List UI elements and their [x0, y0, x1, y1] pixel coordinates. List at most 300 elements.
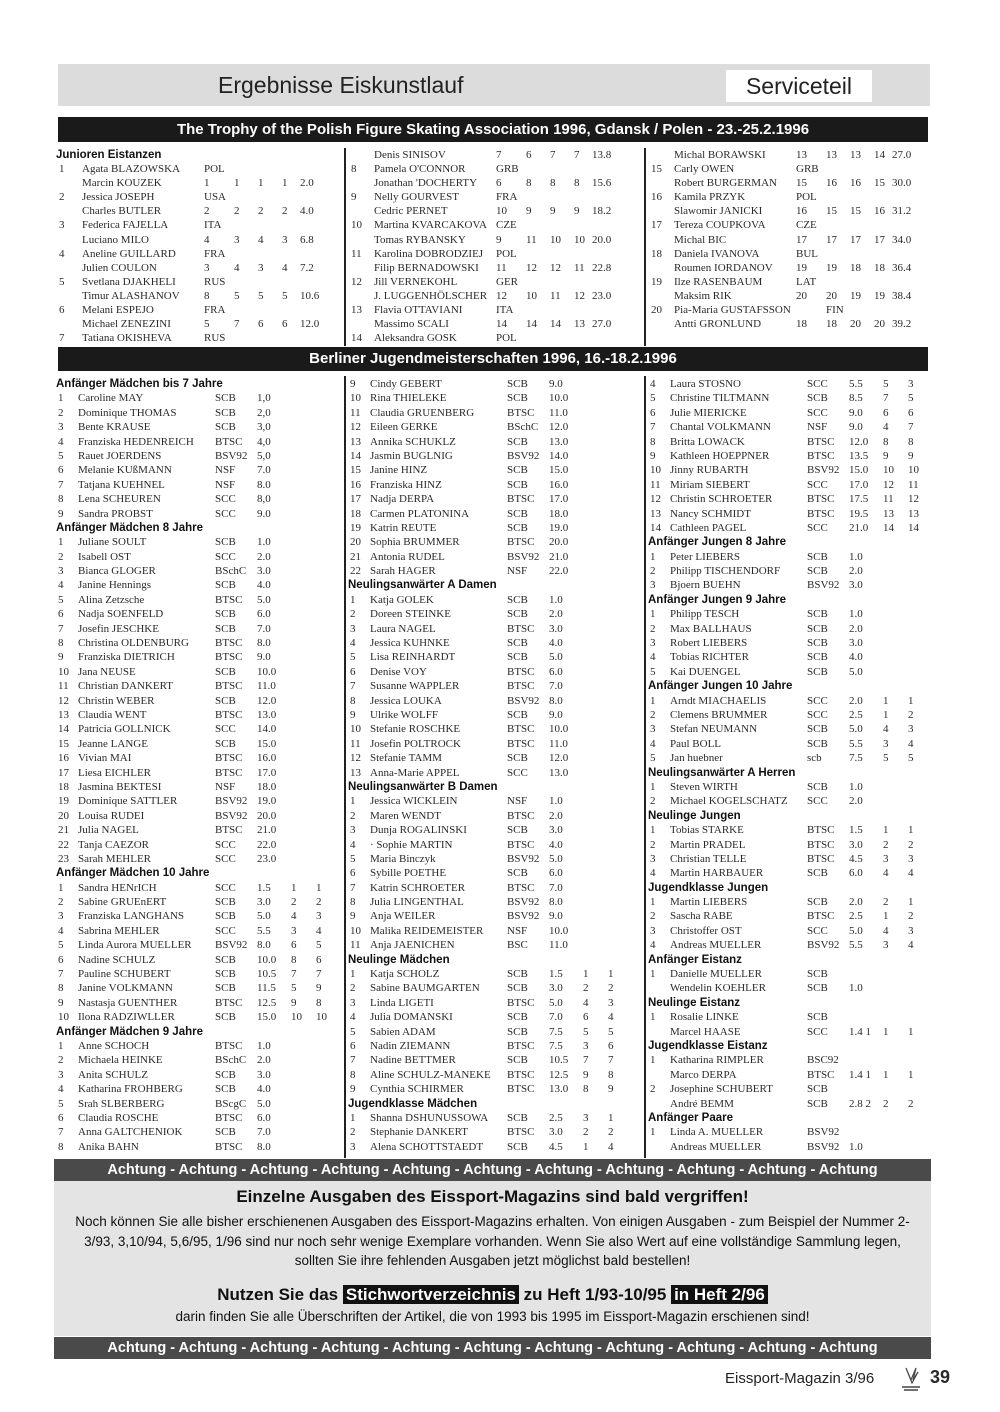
result-place: 2 — [350, 1126, 356, 1139]
result-row — [56, 1082, 344, 1096]
result-club: POL — [496, 247, 517, 260]
result-club: SCB — [807, 550, 828, 563]
result-score: 3.0 — [849, 579, 863, 592]
result-club: SCB — [807, 723, 828, 736]
result-placement: 8 — [316, 996, 322, 1009]
result-skater-name: Bente KRAUSE — [78, 421, 151, 434]
result-row — [648, 1053, 928, 1067]
result-club: SCB — [215, 896, 236, 909]
result-skater-name: Martina KVARCAKOVA — [374, 219, 487, 232]
result-score: 7.0 — [549, 881, 563, 894]
result-place: 18 — [350, 507, 361, 520]
result-score: 6.0 — [549, 665, 563, 678]
result-place: 2 — [58, 896, 64, 909]
result-skater-name: Ulrike WOLFF — [370, 708, 438, 721]
result-skater-name: Dominique SATTLER — [78, 795, 178, 808]
result-row — [56, 492, 344, 506]
result-place: 7 — [58, 968, 64, 981]
result-skater-name: Bianca GLOGER — [78, 565, 156, 578]
result-place: 1 — [650, 968, 656, 981]
result-score: 3,0 — [257, 421, 271, 434]
result-placement: 1 — [608, 1111, 614, 1124]
result-club: SCB — [507, 867, 528, 880]
result-placement: 6 — [583, 1011, 589, 1024]
result-placement: 4 — [258, 233, 264, 246]
result-club: SCB — [215, 665, 236, 678]
result-place: 3 — [58, 910, 64, 923]
result-place: 1 — [650, 608, 656, 621]
result-score: 12.0 — [549, 752, 569, 765]
result-club: BTSC — [507, 536, 535, 549]
result-place: 19 — [651, 275, 662, 288]
result-skater-name: Louisa RUDEI — [78, 809, 145, 822]
result-placement: 2 — [883, 896, 889, 909]
result-club: BSC — [507, 939, 528, 952]
result-club: SCB — [807, 737, 828, 750]
result-club: SCB — [507, 968, 528, 981]
result-row — [56, 331, 344, 345]
result-row — [348, 593, 644, 607]
result-club: BSchC — [215, 565, 247, 578]
result-place: 4 — [58, 1083, 64, 1096]
result-club: BTSC — [807, 1068, 835, 1081]
result-score: 4.0 — [849, 651, 863, 664]
result-club: BTSC — [507, 838, 535, 851]
result-skater-name: Katja GOLEK — [370, 593, 434, 606]
result-score: 8.0 — [549, 694, 563, 707]
result-placement: 1 — [883, 1025, 889, 1038]
result-club: SCB — [807, 1097, 828, 1110]
result-row — [348, 1053, 644, 1067]
result-placement: 12 — [883, 478, 894, 491]
result-total: 12.0 — [300, 318, 320, 331]
result-skater-name: Lena SCHEUREN — [78, 493, 161, 506]
result-place: 12 — [58, 694, 69, 707]
result-place: 5 — [59, 275, 65, 288]
result-score: 7.0 — [257, 464, 271, 477]
result-skater-name: Kathleen HOEPPNER — [670, 449, 770, 462]
result-row — [648, 317, 928, 331]
result-row — [56, 391, 344, 405]
result-row — [348, 838, 644, 852]
result-club: SCB — [507, 608, 528, 621]
result-skater-name: Sarah HAGER — [370, 565, 436, 578]
result-placement: 5 — [291, 982, 297, 995]
result-placement: 1 — [883, 824, 889, 837]
result-skater-name: Sabine GRUEnERT — [78, 896, 167, 909]
result-skater-name: Miriam SIEBERT — [670, 478, 750, 491]
result-club: POL — [796, 191, 817, 204]
result-score: 8,0 — [257, 493, 271, 506]
result-placement: 17 — [874, 233, 885, 246]
result-skater-name: Julia NAGEL — [78, 824, 139, 837]
result-score: 4.0 — [549, 838, 563, 851]
result-score: 22.0 — [257, 838, 277, 851]
result-skater-name: Kamila PRZYK — [674, 191, 746, 204]
result-score: 12.0 — [849, 435, 869, 448]
result-score: 9.0 — [549, 910, 563, 923]
result-placement: 9 — [550, 205, 556, 218]
result-skater-name: Denise VOY — [370, 665, 427, 678]
result-place: 5 — [350, 651, 356, 664]
result-score: 1.0 — [549, 795, 563, 808]
result-placement: 1 — [282, 177, 288, 190]
category-heading: Anfänger Mädchen 10 Jahre — [56, 867, 210, 880]
result-row — [56, 722, 344, 736]
result-place: 2 — [650, 622, 656, 635]
result-place: 10 — [350, 924, 361, 937]
result-skater-name: Patricia GOLLNICK — [78, 723, 171, 736]
result-club: BSV92 — [807, 1140, 840, 1153]
result-placement: 2 — [291, 896, 297, 909]
result-row — [348, 881, 644, 895]
result-placement: 3 — [291, 924, 297, 937]
result-place: 6 — [58, 1111, 64, 1124]
result-row — [648, 924, 928, 938]
index-mid: zu Heft 1/93-10/95 — [523, 1285, 667, 1304]
result-club: CZE — [496, 219, 517, 232]
result-score: 1.0 — [849, 550, 863, 563]
berlin-column-2 — [348, 377, 644, 1154]
result-row — [648, 550, 928, 564]
result-club: SCB — [507, 378, 528, 390]
result-place: 17 — [651, 219, 662, 232]
result-score: 17.0 — [849, 478, 869, 491]
result-place: 5 — [58, 593, 64, 606]
result-skater-name: Tomas RYBANSKY — [374, 233, 466, 246]
result-place: 22 — [350, 565, 361, 578]
result-place: 9 — [350, 708, 356, 721]
result-club: SCB — [507, 1011, 528, 1024]
result-placement: 14 — [550, 318, 561, 331]
result-row — [348, 247, 644, 261]
result-score: 16.0 — [549, 478, 569, 491]
result-score: 1.4 1 — [849, 1068, 871, 1081]
berlin-column-3 — [648, 377, 928, 1154]
result-placement: 10 — [316, 1011, 327, 1024]
result-score: 4,0 — [257, 435, 271, 448]
result-skater-name: Max BALLHAUS — [670, 622, 752, 635]
result-score: 8.0 — [257, 939, 271, 952]
result-score: 23.0 — [257, 852, 277, 865]
result-club: SCB — [215, 737, 236, 750]
result-row — [348, 650, 644, 664]
result-place: 13 — [58, 708, 69, 721]
result-placement: 1 — [883, 910, 889, 923]
result-skater-name: Sabien ADAM — [370, 1025, 436, 1038]
result-skater-name: Robert LIEBERS — [670, 637, 748, 650]
result-row — [348, 694, 644, 708]
result-club: SCB — [807, 867, 828, 880]
result-club: SCB — [215, 1011, 236, 1024]
result-placement: 6 — [291, 939, 297, 952]
result-place: 7 — [59, 332, 65, 345]
result-skater-name: Jessica JOSEPH — [82, 191, 155, 204]
result-club: BTSC — [507, 996, 535, 1009]
result-skater-name: Srah SLBERBERG — [78, 1097, 165, 1110]
result-score: 1.0 — [849, 1140, 863, 1153]
magazine-issue: Eissport-Magazin 3/96 — [725, 1370, 875, 1387]
result-row — [56, 478, 344, 492]
result-row — [648, 838, 928, 852]
result-row — [56, 303, 344, 317]
result-skater-name: Jill VERNEKOHL — [374, 275, 458, 288]
result-score: 4.5 — [849, 852, 863, 865]
result-score: 6.0 — [849, 867, 863, 880]
trophy-title: The Trophy of the Polish Figure Skating Association 1996, Gdansk / Polen - 23.-25.2.1996 — [58, 117, 928, 142]
result-place: 10 — [350, 723, 361, 736]
result-score: 9.0 — [849, 406, 863, 419]
result-placement: 8 — [608, 1068, 614, 1081]
result-row — [348, 550, 644, 564]
result-club: SCB — [215, 421, 236, 434]
result-club: BSV92 — [807, 1126, 840, 1139]
result-score: 21.0 — [257, 824, 277, 837]
result-row — [348, 794, 644, 808]
result-skater-name: Alina Zetzsche — [78, 593, 145, 606]
result-place: 20 — [58, 809, 69, 822]
result-placement: 3 — [316, 910, 322, 923]
result-club: SCC — [215, 924, 236, 937]
result-score: 3.0 — [257, 1068, 271, 1081]
result-placement: 9 — [316, 982, 322, 995]
result-row — [56, 924, 344, 938]
result-place: 3 — [650, 637, 656, 650]
result-row — [56, 204, 344, 218]
result-club: BTSC — [507, 723, 535, 736]
result-club: SCB — [215, 910, 236, 923]
achtung-banner-bottom: Achtung - Achtung - Achtung - Achtung - Achtung - Achtung - Achtung - Achtung - Achtung - Achtung - Achtung — [54, 1337, 931, 1359]
result-row — [648, 751, 928, 765]
result-placement: 1 — [883, 708, 889, 721]
result-placement: 3 — [608, 996, 614, 1009]
result-place: 11 — [58, 680, 69, 693]
category-heading: Neulinge Eistanz — [648, 996, 741, 1009]
result-score: 17.5 — [849, 493, 869, 506]
result-place: 23 — [58, 852, 69, 865]
result-skater-name: Jessica WICKLEIN — [370, 795, 458, 808]
result-placement: 17 — [850, 233, 861, 246]
result-place: 2 — [650, 838, 656, 851]
result-club: SCB — [807, 982, 828, 995]
result-club: BTSC — [507, 406, 535, 419]
result-row — [648, 261, 928, 275]
result-place: 7 — [58, 478, 64, 491]
result-placement: 4 — [583, 996, 589, 1009]
result-place: 12 — [650, 493, 661, 506]
result-score: 3.0 — [257, 565, 271, 578]
result-club: SCB — [807, 1011, 828, 1024]
result-place: 1 — [650, 1126, 656, 1139]
result-placement: 8 — [550, 177, 556, 190]
result-score: 8.5 — [849, 392, 863, 405]
result-row — [648, 1125, 928, 1139]
result-placement: 4 — [908, 867, 914, 880]
result-place: 3 — [58, 421, 64, 434]
result-placement: 3 — [908, 924, 914, 937]
result-row — [348, 751, 644, 765]
trophy-column-3 — [648, 148, 928, 331]
result-place: 4 — [350, 1011, 356, 1024]
result-row — [648, 737, 928, 751]
result-skater-name: Tanja CAEZOR — [78, 838, 150, 851]
result-place: 9 — [58, 651, 64, 664]
result-club: BTSC — [507, 1083, 535, 1096]
result-placement: 15 — [850, 205, 861, 218]
result-place: 7 — [58, 1126, 64, 1139]
result-row — [348, 535, 644, 549]
result-score: 19.5 — [849, 507, 869, 520]
result-score: 3.0 — [849, 637, 863, 650]
result-club: SCC — [215, 852, 236, 865]
result-place: 16 — [651, 191, 662, 204]
result-score: 10.0 — [549, 924, 569, 937]
result-score: 9.0 — [849, 421, 863, 434]
result-placement: 5 — [316, 939, 322, 952]
result-row — [56, 665, 344, 679]
result-row — [348, 176, 644, 190]
result-club: GRB — [796, 163, 819, 176]
result-club: BSV92 — [507, 852, 540, 865]
result-skater-name: Claudia GRUENBERG — [370, 406, 475, 419]
category-heading: Anfänger Mädchen 8 Jahre — [56, 521, 203, 534]
result-total: 34.0 — [892, 233, 912, 246]
result-place: 10 — [650, 464, 661, 477]
result-row — [348, 1125, 644, 1139]
result-skater-name: Nadja DERPA — [370, 493, 435, 506]
section-title: Ergebnisse Eiskunstlauf — [218, 72, 464, 98]
result-place: 1 — [58, 392, 64, 405]
result-place: 8 — [58, 493, 64, 506]
result-row — [348, 148, 644, 162]
result-place: 14 — [351, 332, 362, 345]
result-club: LAT — [796, 275, 817, 288]
result-skater-name: Rina THIELEKE — [370, 392, 447, 405]
result-score: 5 — [234, 289, 240, 302]
result-skater-name: Tobias RICHTER — [670, 651, 749, 664]
result-total: 39.2 — [892, 318, 912, 331]
result-place: 3 — [350, 1140, 356, 1153]
result-club: 4 — [204, 233, 210, 246]
result-placement: 6 — [883, 406, 889, 419]
result-club: BTSC — [215, 435, 243, 448]
result-score: 13.0 — [549, 435, 569, 448]
result-score: 8.0 — [549, 896, 563, 909]
result-place: 1 — [59, 163, 65, 176]
result-skater-name: Josefin JESCHKE — [78, 622, 159, 635]
category-heading: Anfänger Jungen 9 Jahre — [648, 593, 787, 606]
result-skater-name: Andreas MUELLER — [670, 939, 762, 952]
result-row — [648, 1025, 928, 1039]
result-skater-name: Nadin ZIEMANN — [370, 1039, 451, 1052]
result-club: FRA — [496, 191, 518, 204]
result-score: 2.0 — [257, 550, 271, 563]
result-club: BSV92 — [507, 449, 540, 462]
result-placement: 1 — [258, 177, 264, 190]
result-place: 3 — [650, 924, 656, 937]
result-row — [648, 967, 928, 981]
result-score: 14.0 — [257, 723, 277, 736]
result-skater-name: Franziska LANGHANS — [78, 910, 185, 923]
category-heading: Neulinge Mädchen — [348, 953, 450, 966]
result-skater-name: Malika REIDEMEISTER — [370, 924, 484, 937]
result-skater-name: Sophia BRUMMER — [370, 536, 460, 549]
skater-logo-icon — [898, 1366, 924, 1392]
result-score: 14 — [526, 318, 537, 331]
result-club: BSV92 — [507, 910, 540, 923]
result-skater-name: Jana NEUSE — [78, 665, 136, 678]
index-line — [54, 1285, 931, 1305]
result-skater-name: Svetlana DJAKHELI — [82, 275, 176, 288]
result-placement: 10 — [550, 233, 561, 246]
result-skater-name: Janine Hennings — [78, 579, 152, 592]
result-skater-name: Julien COULON — [82, 261, 157, 274]
result-skater-name: Julia DOMANSKI — [370, 1011, 453, 1024]
result-score: 1.0 — [849, 608, 863, 621]
result-skater-name: Marcin KOUZEK — [82, 177, 162, 190]
result-place: 3 — [650, 852, 656, 865]
result-placement: 3 — [583, 1039, 589, 1052]
result-club: SCB — [807, 565, 828, 578]
result-place: 9 — [58, 996, 64, 1009]
result-place: 5 — [650, 752, 656, 765]
result-skater-name: Susanne WAPPLER — [370, 680, 460, 693]
result-club: SCB — [807, 968, 828, 981]
result-skater-name: Jessica KUHNKE — [370, 637, 450, 650]
result-placement: 3 — [583, 1111, 589, 1124]
result-skater-name: Michal BIC — [674, 233, 727, 246]
result-skater-name: Melani ESPEJO — [82, 304, 154, 317]
category-heading: Anfänger Mädchen bis 7 Jahre — [56, 378, 223, 390]
result-club: NSF — [215, 780, 236, 793]
result-placement: 9 — [908, 449, 914, 462]
result-place: 7 — [350, 680, 356, 693]
result-score: 1.0 — [257, 536, 271, 549]
result-row — [56, 607, 344, 621]
result-place: 14 — [350, 449, 361, 462]
result-club: BSV92 — [807, 939, 840, 952]
result-score: 2.0 — [549, 608, 563, 621]
result-row — [56, 1010, 344, 1024]
result-place: 9 — [350, 1083, 356, 1096]
result-row — [56, 1125, 344, 1139]
result-place: 8 — [351, 163, 357, 176]
result-placement: 1 — [908, 694, 914, 707]
result-place: 9 — [351, 191, 357, 204]
result-place: 2 — [58, 550, 64, 563]
result-club: POL — [204, 163, 225, 176]
result-club: BTSC — [215, 1140, 243, 1153]
result-row — [648, 377, 928, 391]
result-score: 18.0 — [257, 780, 277, 793]
result-row — [56, 275, 344, 289]
result-score: 1.0 — [257, 1039, 271, 1052]
result-place: 5 — [58, 939, 64, 952]
result-skater-name: Karolina DOBRODZIEJ — [374, 247, 484, 260]
result-club: SCB — [215, 968, 236, 981]
result-placement: 16 — [874, 205, 885, 218]
result-club: ITA — [204, 219, 222, 232]
result-club: 6 — [496, 177, 502, 190]
category-heading: Anfänger Jungen 10 Jahre — [648, 680, 793, 693]
result-row — [56, 247, 344, 261]
result-row — [348, 463, 644, 477]
result-place: 18 — [58, 780, 69, 793]
result-skater-name: Nadine BETTMER — [370, 1054, 456, 1067]
result-skater-name: Tatiana OKISHEVA — [82, 332, 172, 345]
result-skater-name: Pia-Maria GUSTAFSSON — [674, 304, 791, 317]
result-score: 15.0 — [849, 464, 869, 477]
